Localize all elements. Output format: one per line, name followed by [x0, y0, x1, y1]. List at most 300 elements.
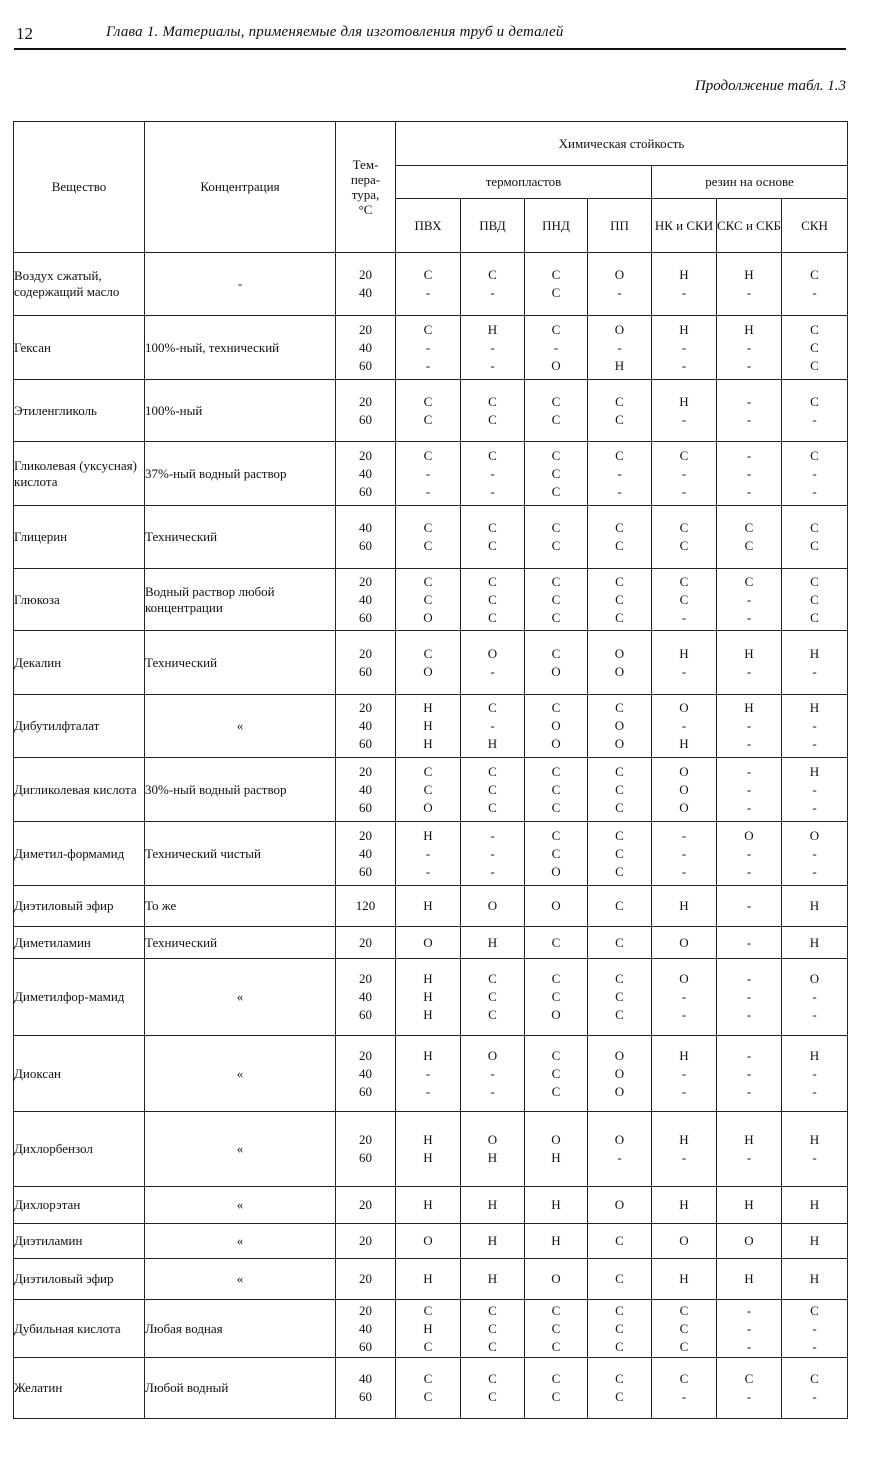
substance-cell: Диэтиламин: [14, 1224, 145, 1259]
resistance-value: С: [615, 989, 624, 1004]
resistance-value: С: [679, 1371, 689, 1386]
temperature-cell: [336, 1259, 396, 1300]
resistance-value: -: [425, 1083, 431, 1099]
resistance-cell-pp: [588, 822, 652, 886]
resistance-value: С: [423, 1371, 433, 1386]
resistance-cell-sks-skb: [717, 253, 782, 316]
col-header-skn: СКН: [782, 199, 848, 253]
resistance-cell-skn: [782, 1300, 848, 1358]
resistance-value: -: [617, 285, 622, 300]
concentration-cell: «: [145, 695, 336, 758]
resistance-cell-ldpe: [461, 959, 525, 1036]
resistance-value: -: [746, 781, 752, 797]
temperature-value: 60: [359, 736, 372, 751]
concentration-cell: «: [145, 1112, 336, 1187]
resistance-value: -: [681, 1389, 687, 1404]
resistance-value: С: [423, 1338, 433, 1354]
concentration-cell: «: [145, 959, 336, 1036]
table-row: [14, 253, 848, 316]
temperature-value: 60: [359, 663, 372, 679]
resistance-value: -: [490, 1065, 495, 1081]
concentration-cell: «: [145, 1224, 336, 1259]
resistance-value: С: [679, 1302, 689, 1318]
resistance-value: С: [551, 285, 561, 300]
resistance-value: О: [679, 1233, 689, 1248]
resistance-value: -: [681, 845, 687, 861]
resistance-value: С: [615, 700, 624, 715]
resistance-cell-skn: [782, 758, 848, 822]
resistance-value: Н: [487, 934, 498, 950]
resistance-value: С: [488, 447, 497, 463]
resistance-cell-nk-ski: [652, 886, 717, 927]
resistance-value: -: [812, 718, 817, 733]
resistance-cell-pvc: [396, 1300, 461, 1358]
resistance-cell-pvc: [396, 886, 461, 927]
resistance-cell-ldpe: [461, 506, 525, 569]
resistance-value: С: [679, 520, 689, 535]
temperature-cell: [336, 1224, 396, 1259]
resistance-value: С: [488, 609, 497, 625]
table-row: [14, 927, 848, 959]
resistance-cell-hdpe: [525, 569, 588, 631]
temperature-value: 60: [359, 1150, 372, 1165]
resistance-cell-pp: [588, 253, 652, 316]
resistance-value: -: [681, 609, 687, 625]
temperature-value: 20: [359, 447, 372, 463]
resistance-cell-pvc: [396, 1259, 461, 1300]
resistance-value: О: [423, 934, 433, 950]
temperature-cell: [336, 886, 396, 927]
resistance-cell-skn: [782, 253, 848, 316]
resistance-cell-ldpe: [461, 822, 525, 886]
concentration-cell: Любой водный: [145, 1358, 336, 1419]
temperature-value: 60: [359, 1338, 372, 1354]
resistance-cell-ldpe: [461, 1112, 525, 1187]
resistance-value: Н: [809, 645, 820, 661]
resistance-value: Н: [809, 700, 820, 715]
resistance-cell-ldpe: [461, 569, 525, 631]
resistance-value: Н: [487, 736, 498, 751]
temperature-value: 20: [359, 827, 372, 843]
substance-cell: Дубильная кислота: [14, 1300, 145, 1358]
resistance-value: Н: [423, 1320, 433, 1336]
resistance-value: О: [679, 763, 689, 779]
temperature-value: 20: [359, 267, 372, 282]
resistance-value: О: [551, 1132, 561, 1147]
resistance-cell-hdpe: [525, 631, 588, 695]
resistance-value: С: [551, 609, 561, 625]
resistance-value: С: [551, 645, 561, 661]
resistance-value: С: [423, 538, 433, 553]
resistance-value: О: [487, 645, 498, 661]
resistance-cell-sks-skb: [717, 695, 782, 758]
resistance-value: С: [488, 1371, 497, 1386]
resistance-value: Н: [423, 1197, 433, 1212]
resistance-cell-nk-ski: [652, 1224, 717, 1259]
resistance-value: -: [746, 1389, 752, 1404]
temperature-cell: [336, 1187, 396, 1224]
resistance-value: О: [614, 1132, 625, 1147]
resistance-cell-skn: [782, 1112, 848, 1187]
resistance-value: Н: [423, 1150, 433, 1165]
resistance-value: О: [614, 645, 625, 661]
resistance-value: Н: [551, 1150, 561, 1165]
table-row: [14, 822, 848, 886]
resistance-value: С: [551, 591, 561, 607]
resistance-cell-sks-skb: [717, 1036, 782, 1112]
resistance-value: С: [551, 538, 561, 553]
table-row: [14, 631, 848, 695]
temperature-value: 20: [359, 763, 372, 779]
resistance-cell-sks-skb: [717, 506, 782, 569]
resistance-value: С: [615, 1233, 624, 1248]
resistance-value: Н: [423, 1007, 433, 1022]
resistance-value: -: [681, 1007, 687, 1022]
resistance-value: С: [551, 763, 561, 779]
resistance-value: -: [746, 1047, 752, 1063]
resistance-value: -: [812, 465, 817, 481]
resistance-value: Н: [679, 321, 689, 337]
resistance-cell-ldpe: [461, 695, 525, 758]
resistance-cell-nk-ski: [652, 506, 717, 569]
resistance-value: О: [487, 1132, 498, 1147]
concentration-cell: Любая водная: [145, 1300, 336, 1358]
resistance-cell-ldpe: [461, 1224, 525, 1259]
temperature-value: 20: [359, 971, 372, 986]
temperature-value: 20: [359, 1302, 372, 1318]
resistance-cell-pvc: [396, 1036, 461, 1112]
header-chem-resistance: Химическая стойкость: [396, 122, 848, 166]
resistance-value: -: [746, 285, 752, 300]
temperature-value: 60: [359, 357, 372, 373]
temperature-value: 60: [359, 483, 372, 499]
resistance-value: -: [746, 609, 752, 625]
resistance-cell-ldpe: [461, 1036, 525, 1112]
resistance-value: -: [812, 285, 817, 300]
substance-cell: Диэтиловый эфир: [14, 886, 145, 927]
resistance-value: С: [615, 609, 624, 625]
resistance-value: С: [551, 321, 561, 337]
resistance-cell-hdpe: [525, 1224, 588, 1259]
resistance-value: С: [488, 763, 497, 779]
resistance-cell-hdpe: [525, 506, 588, 569]
temperature-value: 60: [359, 1007, 372, 1022]
resistance-value: -: [681, 827, 687, 843]
resistance-value: -: [746, 1338, 752, 1354]
resistance-cell-pvc: [396, 380, 461, 442]
resistance-cell-sks-skb: [717, 316, 782, 380]
resistance-value: С: [423, 1389, 433, 1404]
resistance-value: Н: [679, 736, 689, 751]
resistance-cell-ldpe: [461, 316, 525, 380]
resistance-value: Н: [744, 321, 754, 337]
resistance-cell-sks-skb: [717, 822, 782, 886]
resistance-value: Н: [487, 1197, 498, 1212]
temperature-cell: [336, 927, 396, 959]
resistance-cell-ldpe: [461, 1358, 525, 1419]
resistance-value: Н: [679, 898, 689, 913]
resistance-value: С: [488, 1389, 497, 1404]
resistance-cell-hdpe: [525, 695, 588, 758]
substance-cell: Воздух сжатый, содержащий масло: [14, 253, 145, 316]
resistance-value: С: [615, 863, 624, 879]
resistance-value: -: [425, 285, 431, 300]
resistance-value: Н: [744, 267, 754, 282]
resistance-value: С: [810, 591, 819, 607]
resistance-value: Н: [679, 267, 689, 282]
table-row: [14, 1036, 848, 1112]
resistance-value: -: [812, 845, 817, 861]
page-number: 12: [16, 24, 33, 43]
col-header-sks-skb: СКС и СКБ: [717, 199, 782, 253]
resistance-value: Н: [423, 718, 433, 733]
resistance-cell-hdpe: [525, 316, 588, 380]
resistance-value: С: [615, 898, 624, 913]
resistance-value: С: [810, 520, 819, 535]
resistance-value: -: [425, 357, 431, 373]
resistance-value: С: [488, 971, 497, 986]
resistance-value: С: [551, 1083, 561, 1099]
resistance-value: С: [423, 393, 433, 409]
resistance-value: Н: [551, 1233, 561, 1248]
resistance-value: С: [810, 393, 819, 409]
temperature-value: 40: [359, 591, 372, 607]
concentration-cell: -: [145, 253, 336, 316]
resistance-cell-nk-ski: [652, 380, 717, 442]
resistance-cell-sks-skb: [717, 1112, 782, 1187]
resistance-cell-pvc: [396, 927, 461, 959]
table-row: [14, 1300, 848, 1358]
resistance-value: -: [812, 1083, 817, 1099]
resistance-cell-nk-ski: [652, 1300, 717, 1358]
resistance-value: Н: [487, 1233, 498, 1248]
resistance-value: -: [812, 663, 817, 679]
table-row: [14, 758, 848, 822]
resistance-cell-ldpe: [461, 886, 525, 927]
resistance-cell-nk-ski: [652, 1358, 717, 1419]
concentration-cell: Технический: [145, 631, 336, 695]
resistance-cell-nk-ski: [652, 1112, 717, 1187]
substance-cell: Дихлорбензол: [14, 1112, 145, 1187]
resistance-value: О: [423, 609, 433, 625]
temperature-value: 20: [359, 934, 372, 950]
resistance-value: С: [488, 781, 497, 797]
resistance-value: Н: [809, 898, 820, 913]
resistance-value: Н: [744, 1271, 754, 1286]
resistance-value: -: [746, 863, 752, 879]
resistance-value: С: [551, 1320, 561, 1336]
temperature-value: 40: [359, 989, 372, 1004]
resistance-value: -: [746, 1007, 752, 1022]
resistance-value: Н: [423, 700, 433, 715]
resistance-value: -: [617, 339, 622, 355]
temperature-value: 20: [359, 1197, 372, 1212]
resistance-value: -: [812, 989, 817, 1004]
resistance-cell-sks-skb: [717, 442, 782, 506]
temperature-cell: [336, 758, 396, 822]
table-caption: Продолжение табл. 1.3: [694, 78, 846, 94]
resistance-value: С: [551, 971, 561, 986]
resistance-value: -: [746, 718, 752, 733]
resistance-value: -: [746, 1320, 752, 1336]
temperature-cell: [336, 959, 396, 1036]
resistance-value: С: [488, 267, 497, 282]
chemical-resistance-table: [13, 121, 848, 1419]
resistance-value: Н: [809, 763, 820, 779]
resistance-value: -: [490, 483, 495, 499]
temperature-cell: [336, 1036, 396, 1112]
resistance-value: -: [746, 1083, 752, 1099]
resistance-cell-pvc: [396, 1358, 461, 1419]
resistance-value: С: [488, 799, 497, 815]
resistance-value: -: [812, 799, 817, 815]
temperature-value: 20: [359, 321, 372, 337]
resistance-cell-ldpe: [461, 442, 525, 506]
resistance-value: С: [679, 1338, 689, 1354]
resistance-cell-sks-skb: [717, 1259, 782, 1300]
resistance-value: Н: [679, 393, 689, 409]
resistance-cell-skn: [782, 927, 848, 959]
resistance-cell-hdpe: [525, 1300, 588, 1358]
concentration-cell: Водный раствор любой концентрации: [145, 569, 336, 631]
resistance-value: Н: [744, 1132, 754, 1147]
resistance-cell-skn: [782, 1187, 848, 1224]
resistance-value: -: [681, 357, 687, 373]
resistance-value: С: [615, 447, 624, 463]
temp-header-line: тура,: [351, 187, 380, 202]
resistance-value: С: [551, 827, 561, 843]
resistance-cell-hdpe: [525, 886, 588, 927]
resistance-value: Н: [809, 1047, 820, 1063]
resistance-value: Н: [679, 1132, 689, 1147]
table-row: [14, 380, 848, 442]
substance-cell: Этиленгликоль: [14, 380, 145, 442]
resistance-cell-nk-ski: [652, 569, 717, 631]
resistance-value: Н: [614, 357, 625, 373]
substance-cell: Диэтиловый эфир: [14, 1259, 145, 1300]
resistance-value: -: [746, 339, 752, 355]
resistance-value: Н: [744, 645, 754, 661]
resistance-value: Н: [679, 1197, 689, 1212]
resistance-value: С: [810, 357, 819, 373]
table-row: [14, 1112, 848, 1187]
resistance-value: Н: [423, 1271, 433, 1286]
temperature-cell: [336, 569, 396, 631]
resistance-value: Н: [423, 1132, 433, 1147]
concentration-cell: 30%-ный водный раствор: [145, 758, 336, 822]
resistance-value: О: [423, 1233, 433, 1248]
resistance-value: -: [746, 465, 752, 481]
resistance-cell-ldpe: [461, 631, 525, 695]
table-row: [14, 1224, 848, 1259]
resistance-value: -: [490, 845, 495, 861]
concentration-cell: 100%-ный, технический: [145, 316, 336, 380]
resistance-cell-pvc: [396, 758, 461, 822]
resistance-value: О: [551, 863, 561, 879]
resistance-value: -: [746, 989, 752, 1004]
resistance-value: О: [679, 799, 689, 815]
resistance-value: -: [812, 411, 817, 427]
resistance-value: С: [615, 591, 624, 607]
resistance-value: О: [423, 663, 433, 679]
resistance-value: -: [746, 763, 752, 779]
resistance-value: Н: [423, 898, 433, 913]
temperature-value: 40: [359, 718, 372, 733]
resistance-value: -: [812, 863, 817, 879]
resistance-value: О: [614, 663, 625, 679]
resistance-value: С: [423, 645, 433, 661]
resistance-value: -: [681, 1083, 687, 1099]
resistance-cell-skn: [782, 1259, 848, 1300]
substance-cell: Дихлорэтан: [14, 1187, 145, 1224]
resistance-value: О: [551, 898, 561, 913]
resistance-value: С: [615, 971, 624, 986]
resistance-value: С: [810, 1302, 819, 1318]
resistance-value: О: [614, 718, 625, 733]
concentration-cell: Технический: [145, 927, 336, 959]
resistance-value: О: [551, 357, 561, 373]
resistance-value: -: [746, 1302, 752, 1318]
resistance-value: С: [810, 538, 819, 553]
resistance-value: Н: [423, 989, 433, 1004]
resistance-value: -: [425, 845, 431, 861]
resistance-value: С: [551, 1065, 561, 1081]
resistance-value: С: [423, 781, 433, 797]
resistance-cell-hdpe: [525, 1036, 588, 1112]
running-title: Глава 1. Материалы, применяемые для изготовления труб и деталей: [106, 24, 564, 40]
resistance-cell-hdpe: [525, 1358, 588, 1419]
resistance-value: С: [615, 1320, 624, 1336]
resistance-value: О: [614, 736, 625, 751]
resistance-value: Н: [423, 827, 433, 843]
resistance-cell-ldpe: [461, 253, 525, 316]
resistance-cell-sks-skb: [717, 1300, 782, 1358]
resistance-cell-skn: [782, 316, 848, 380]
resistance-value: -: [746, 845, 752, 861]
resistance-value: С: [423, 763, 433, 779]
col-header-ldpe: ПВД: [461, 199, 525, 253]
resistance-value: С: [488, 573, 497, 589]
resistance-value: -: [617, 465, 622, 481]
temperature-value: 40: [359, 1065, 372, 1081]
substance-cell: Глюкоза: [14, 569, 145, 631]
resistance-value: О: [551, 1271, 561, 1286]
resistance-cell-sks-skb: [717, 927, 782, 959]
resistance-value: С: [810, 573, 819, 589]
resistance-value: -: [681, 1150, 687, 1165]
resistance-value: С: [488, 538, 497, 553]
resistance-value: -: [490, 663, 495, 679]
resistance-value: -: [746, 799, 752, 815]
resistance-value: С: [810, 609, 819, 625]
resistance-cell-pp: [588, 569, 652, 631]
resistance-cell-hdpe: [525, 253, 588, 316]
resistance-value: С: [679, 1320, 689, 1336]
temperature-value: 120: [355, 898, 376, 913]
resistance-value: С: [615, 781, 624, 797]
temperature-cell: [336, 695, 396, 758]
resistance-value: С: [488, 989, 497, 1004]
resistance-value: С: [488, 591, 497, 607]
resistance-value: О: [614, 1083, 625, 1099]
temperature-value: 60: [359, 1389, 372, 1404]
resistance-value: С: [551, 934, 561, 950]
substance-cell: Желатин: [14, 1358, 145, 1419]
resistance-cell-sks-skb: [717, 631, 782, 695]
resistance-value: -: [746, 447, 752, 463]
substance-cell: Гликолевая (уксусная) кислота: [14, 442, 145, 506]
resistance-value: С: [615, 573, 624, 589]
